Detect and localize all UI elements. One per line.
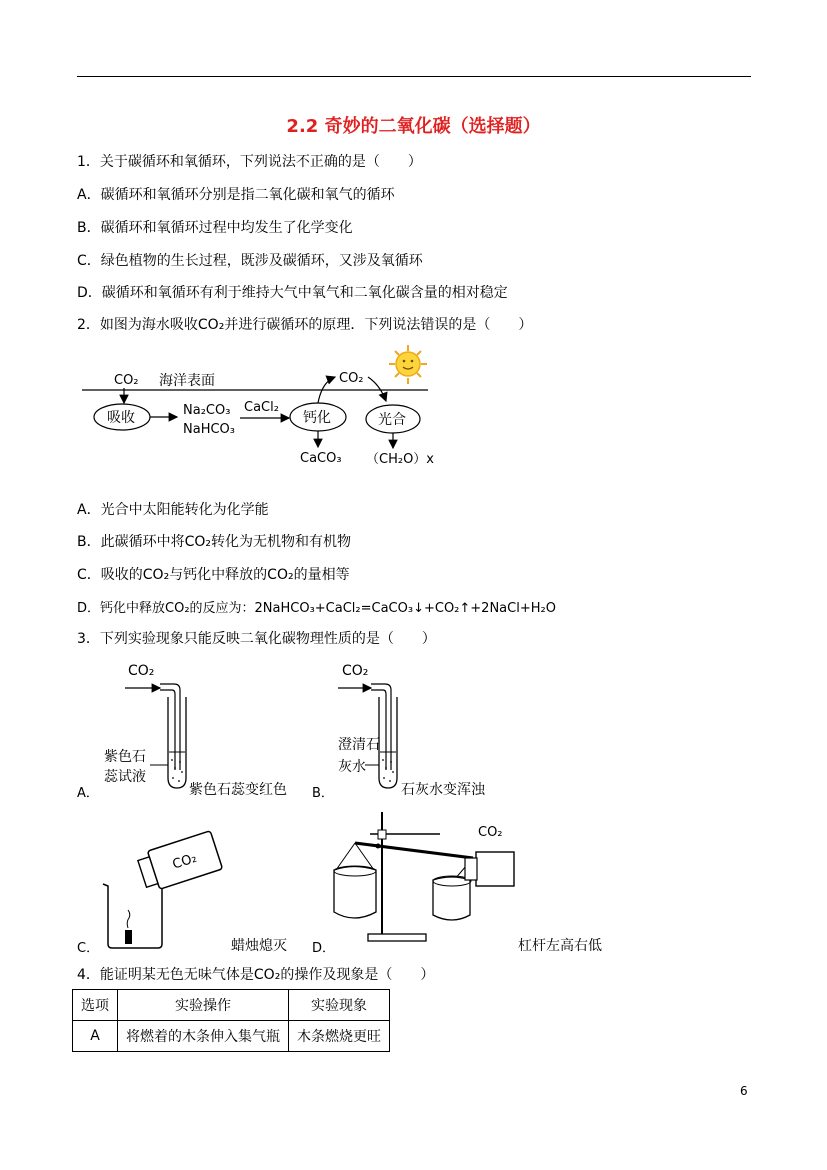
q3-c-beaker-candle bbox=[103, 884, 162, 948]
sea-surface-label: 海洋表面 bbox=[159, 373, 215, 389]
q4-row-a-phenomenon: 木条燃烧更旺 bbox=[289, 1021, 390, 1052]
na2co3-label: Na₂CO₃ bbox=[183, 403, 231, 418]
co2-left-label: CO₂ bbox=[114, 373, 139, 388]
q3-a-co2-label: CO₂ bbox=[128, 663, 155, 679]
q1-option-c: C．绿色植物的生长过程，既涉及碳循环，又涉及氧循环 bbox=[77, 253, 423, 269]
q3-b-reagent-line1: 澄清石 bbox=[338, 737, 380, 753]
q4-row-a-operation: 将燃着的木条伸入集气瓶 bbox=[118, 1021, 289, 1052]
q3-option-a-caption: 紫色石蕊变红色 bbox=[189, 782, 287, 798]
q4-table bbox=[72, 989, 390, 1052]
photosynthesis-label: 光合 bbox=[378, 412, 406, 428]
page-number: 6 bbox=[740, 1084, 748, 1098]
q3-option-a-letter: A． bbox=[77, 786, 99, 801]
q4-row-a-option: A bbox=[73, 1021, 118, 1052]
q3-d-co2-label: CO₂ bbox=[478, 825, 503, 840]
caco3-label: CaCO₃ bbox=[300, 451, 342, 466]
q2-stem: 2．如图为海水吸收CO₂并进行碳循环的原理．下列说法错误的是（ ） bbox=[77, 317, 533, 333]
nahco3-label: NaHCO₃ bbox=[183, 422, 235, 437]
page-title: 2.2 奇妙的二氧化碳（选择题） bbox=[286, 116, 541, 137]
q1-option-d: D．碳循环和氧循环有利于维持大气中氧气和二氧化碳含量的相对稳定 bbox=[77, 285, 508, 301]
q4-header-option: 选项 bbox=[73, 990, 118, 1021]
q3-b-reagent-line2: 灰水 bbox=[338, 759, 366, 775]
calcify-label: 钙化 bbox=[303, 410, 331, 426]
co2-right-label: CO₂ bbox=[339, 371, 364, 386]
q2-option-d: D．钙化中释放CO₂的反应为：2NaHCO₃+CaCl₂=CaCO₃↓+CO₂↑+2NaCl+H₂O bbox=[77, 601, 556, 616]
q1-stem: 1．关于碳循环和氧循环，下列说法不正确的是（ ） bbox=[77, 154, 422, 170]
q1-option-b: B．碳循环和氧循环过程中均发生了化学变化 bbox=[77, 220, 353, 236]
q4-header-phenomenon: 实验现象 bbox=[289, 990, 390, 1021]
cacl2-label: CaCl₂ bbox=[244, 400, 279, 415]
q3-a-reagent-line1: 紫色石 bbox=[104, 749, 146, 765]
q3-option-d-letter: D． bbox=[312, 941, 336, 956]
q3-c-co2-label: CO₂ bbox=[170, 850, 199, 873]
q4-table-header bbox=[73, 990, 390, 1021]
q3-stem: 3．下列实验现象只能反映二氧化碳物理性质的是（ ） bbox=[77, 631, 436, 647]
q3-b-co2-label: CO₂ bbox=[342, 663, 369, 679]
q3-option-b-caption: 石灰水变浑浊 bbox=[401, 782, 485, 798]
q3-c-gas-jar bbox=[136, 831, 223, 893]
q2-option-a: A．光合中太阳能转化为化学能 bbox=[77, 502, 269, 518]
q4-header-operation: 实验操作 bbox=[118, 990, 289, 1021]
absorb-label: 吸收 bbox=[107, 410, 135, 426]
q4-stem: 4．能证明某无色无味气体是CO₂的操作及现象是（ ） bbox=[77, 967, 435, 983]
table-row bbox=[73, 1021, 390, 1052]
q2-option-b: B．此碳循环中将CO₂转化为无机物和有机物 bbox=[77, 534, 352, 550]
ch2o-label: （CH₂O）x bbox=[366, 452, 434, 467]
q3-option-c-letter: C． bbox=[77, 941, 100, 956]
q3-option-d-caption: 杠杆左高右低 bbox=[518, 938, 602, 954]
q3-option-c-caption: 蜡烛熄灭 bbox=[231, 938, 287, 954]
q1-option-a: A．碳循环和氧循环分别是指二氧化碳和氧气的循环 bbox=[77, 187, 395, 203]
q3-option-b-letter: B． bbox=[312, 786, 334, 801]
q3-a-reagent-line2: 蕊试液 bbox=[104, 769, 146, 785]
q2-option-c: C．吸收的CO₂与钙化中释放的CO₂的量相等 bbox=[77, 567, 350, 583]
